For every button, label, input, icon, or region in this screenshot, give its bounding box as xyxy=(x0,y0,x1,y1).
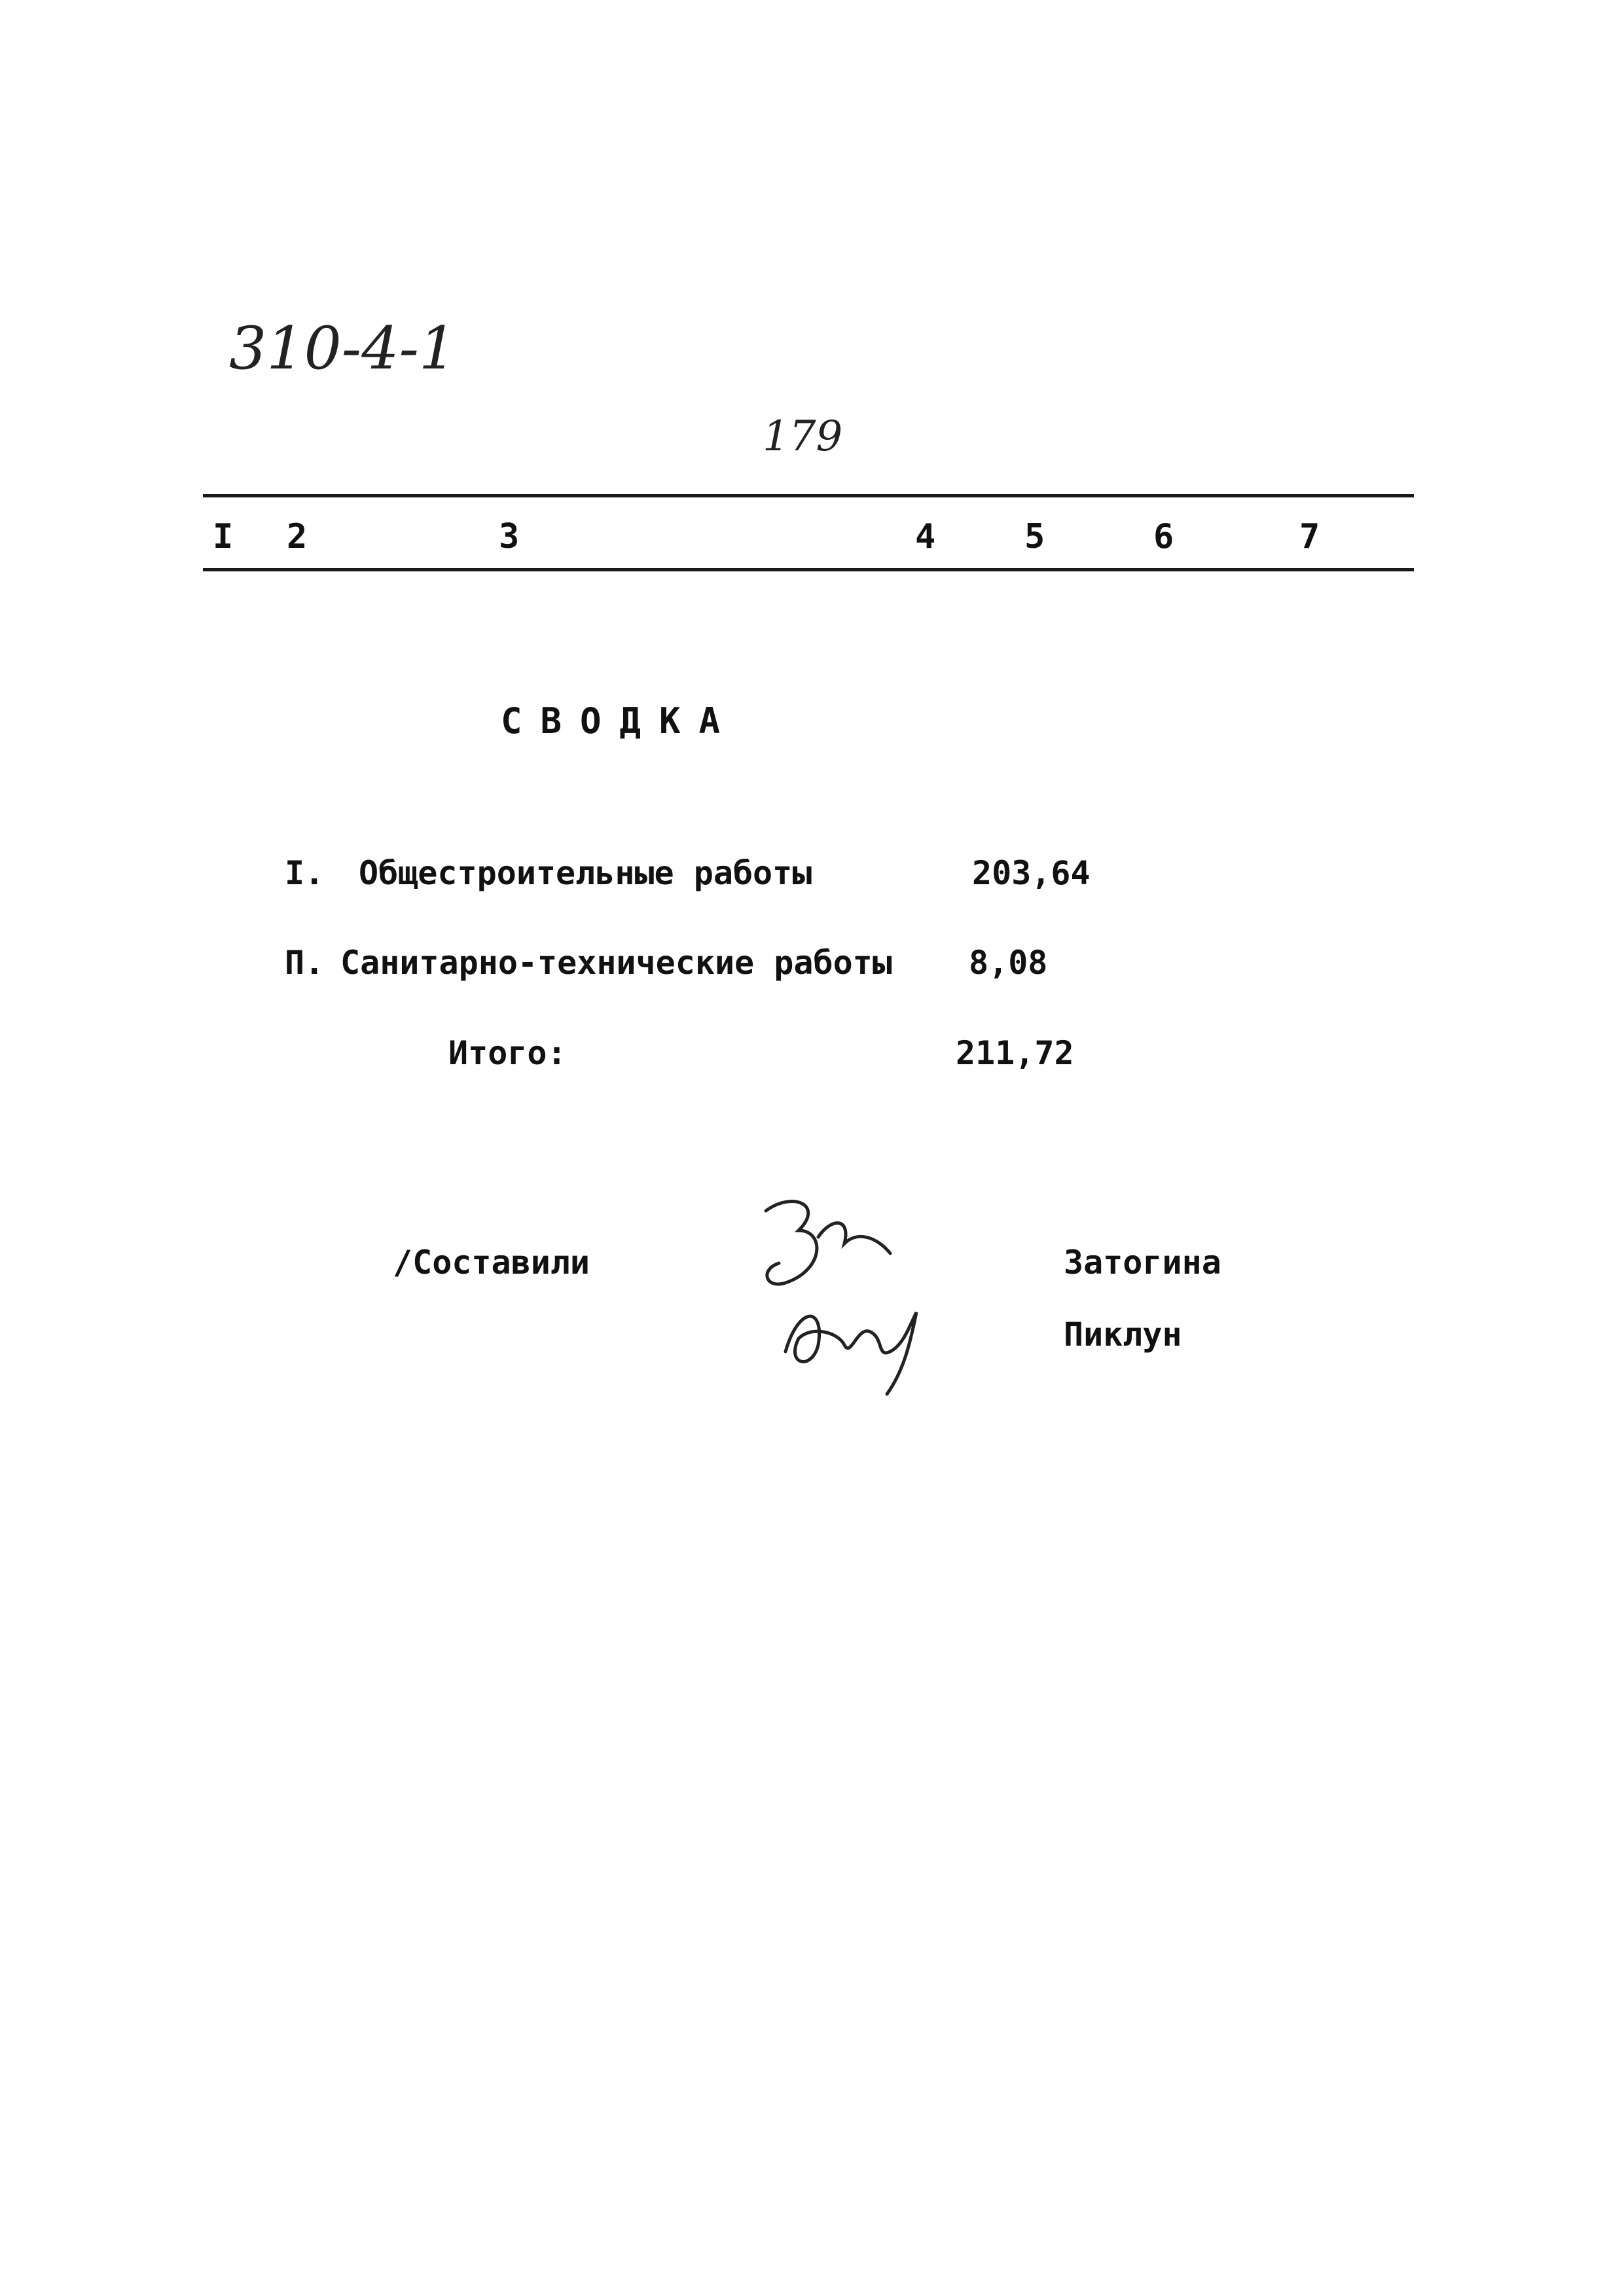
document-title: СВОДКА xyxy=(501,700,739,742)
column-number-3: 3 xyxy=(499,517,520,556)
compilers-label: /Составили xyxy=(393,1244,590,1282)
item-label: Общестроительные работы xyxy=(359,854,812,892)
table-header-top-rule xyxy=(203,494,1414,497)
item-number: I. xyxy=(285,854,325,892)
document-code: 310-4-1 xyxy=(229,314,457,383)
column-number-7: 7 xyxy=(1299,517,1320,556)
table-header-bottom-rule xyxy=(203,568,1414,571)
column-number-5: 5 xyxy=(1024,517,1045,556)
compiler-name-1: Затогина xyxy=(1064,1244,1221,1282)
total-label: Итого: xyxy=(448,1034,567,1072)
compiler-name-2: Пиклун xyxy=(1064,1316,1182,1354)
column-number-6: 6 xyxy=(1153,517,1174,556)
column-number-2: 2 xyxy=(287,517,308,556)
column-number-1: I xyxy=(213,517,234,556)
item-number: П. xyxy=(285,944,325,982)
total-value: 211,72 xyxy=(956,1034,1074,1072)
signature-2 xyxy=(772,1286,936,1404)
column-number-4: 4 xyxy=(915,517,936,556)
item-value: 203,64 xyxy=(972,854,1091,892)
item-label: Санитарно-технические работы xyxy=(340,944,892,982)
page-number: 179 xyxy=(763,412,843,461)
item-value: 8,08 xyxy=(969,944,1048,982)
